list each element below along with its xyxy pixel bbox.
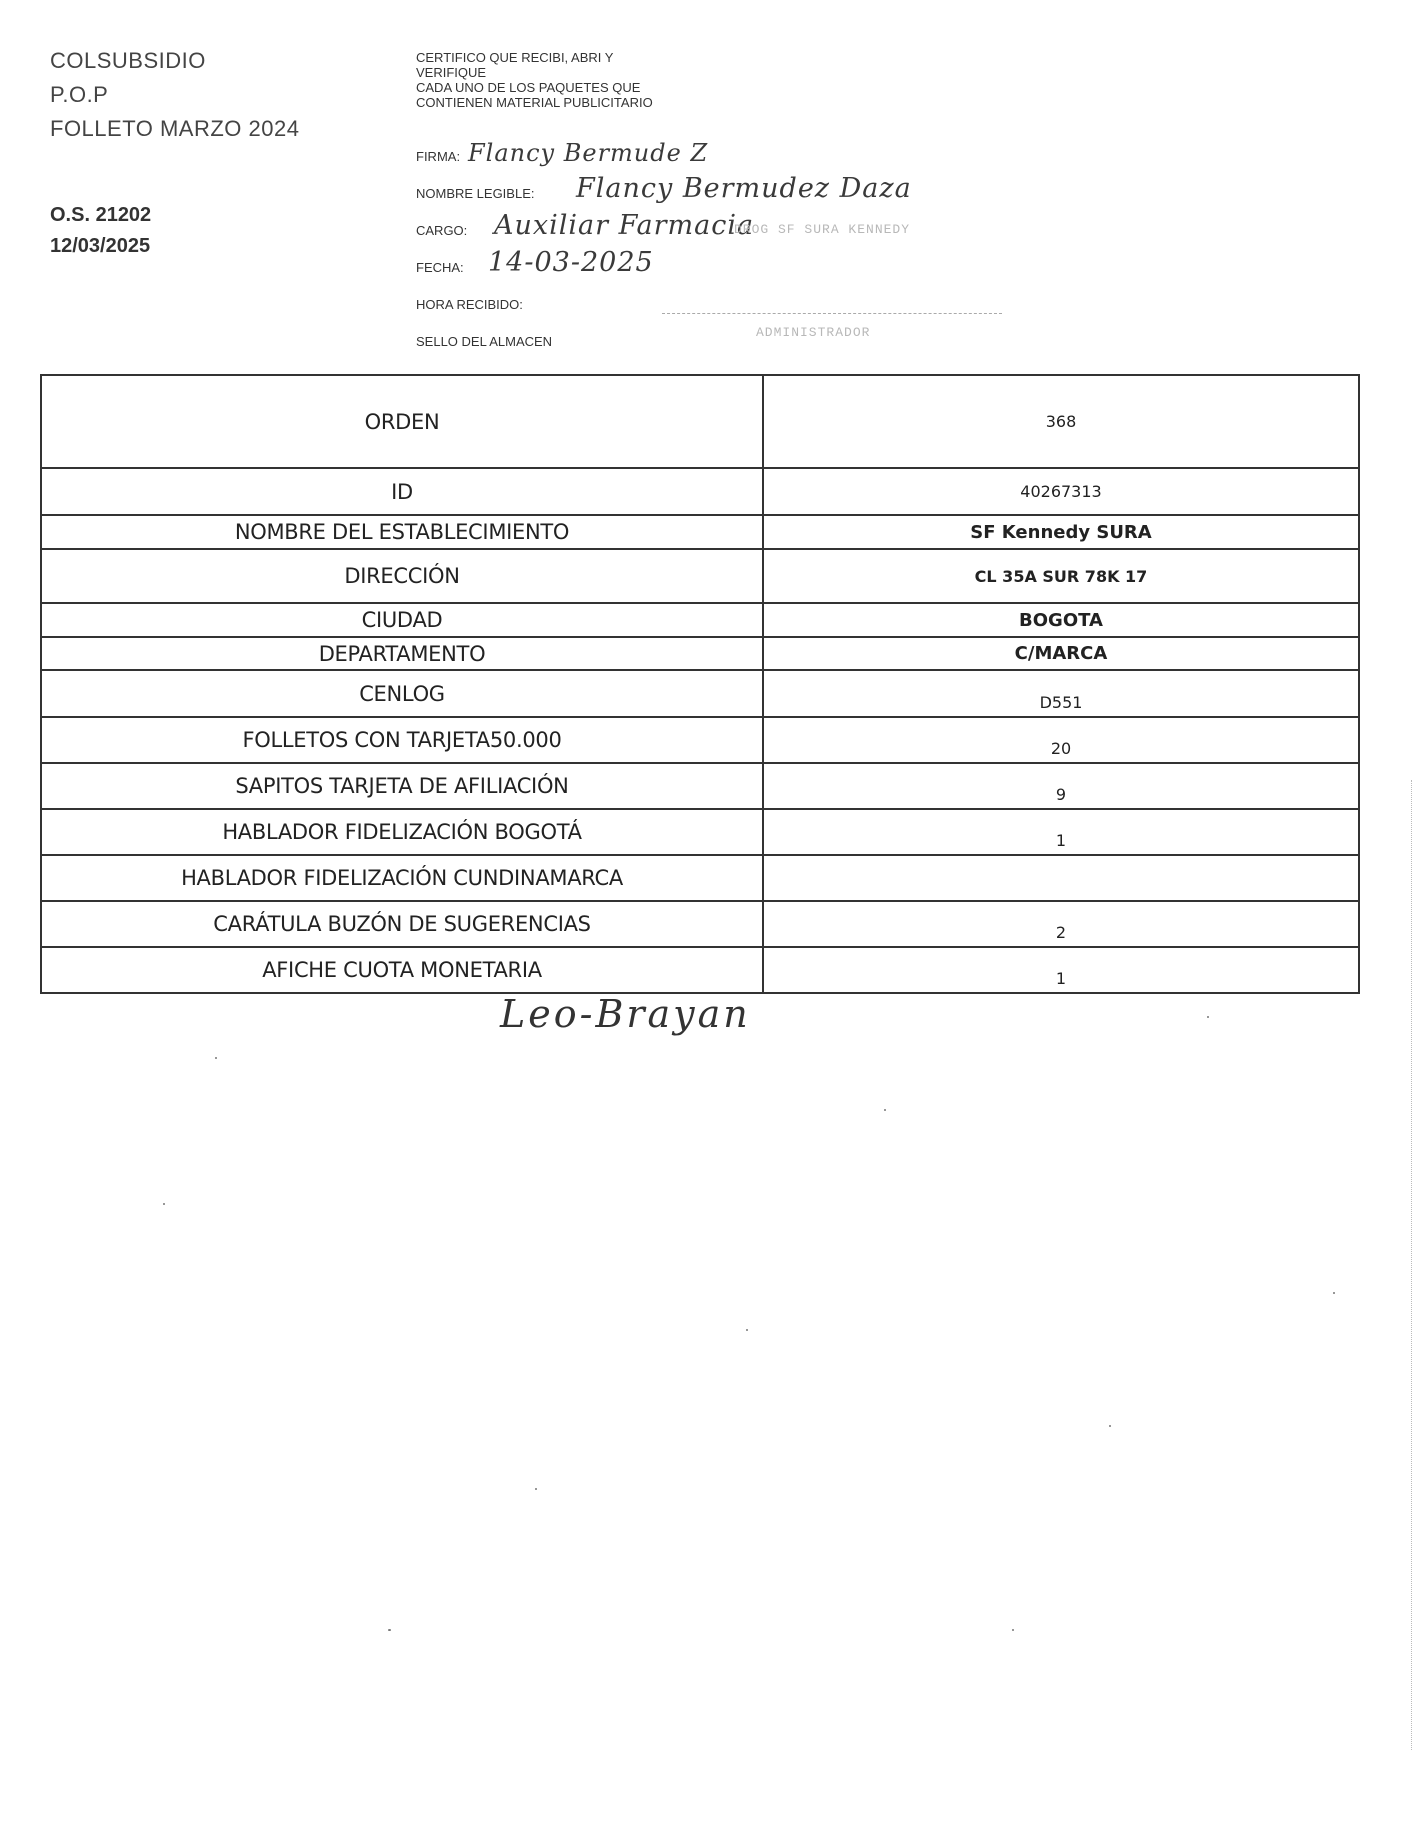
firma-handwritten: Flancy Bermude Z bbox=[468, 139, 709, 167]
row-value: 368 bbox=[763, 375, 1359, 468]
row-key: DIRECCIÓN bbox=[41, 549, 763, 603]
company-name: COLSUBSIDIO bbox=[50, 48, 206, 73]
cert-line-2: VERIFIQUE bbox=[416, 65, 487, 80]
company-header bbox=[50, 48, 299, 150]
sello-label: SELLO DEL ALMACEN bbox=[416, 334, 553, 349]
order-info bbox=[50, 204, 151, 266]
row-value: 1 bbox=[763, 809, 1359, 855]
cargo-stamp: DROG SF SURA KENNEDY bbox=[734, 222, 911, 237]
cert-line-1: CERTIFICO QUE RECIBI, ABRI Y bbox=[416, 50, 614, 65]
table-row bbox=[41, 809, 1359, 855]
fecha-label: FECHA: bbox=[416, 260, 464, 275]
row-key: ORDEN bbox=[41, 375, 763, 468]
scan-speck bbox=[163, 1203, 165, 1205]
table-row bbox=[41, 670, 1359, 717]
table-row bbox=[41, 947, 1359, 993]
cargo-handwritten: Auxiliar Farmacia bbox=[494, 210, 755, 241]
row-value: 9 bbox=[763, 763, 1359, 809]
row-key: FOLLETOS CON TARJETA50.000 bbox=[41, 717, 763, 763]
firma-row bbox=[416, 134, 1116, 171]
row-value: CL 35A SUR 78K 17 bbox=[763, 549, 1359, 603]
row-value: C/MARCA bbox=[763, 637, 1359, 670]
table-row bbox=[41, 763, 1359, 809]
row-key: AFICHE CUOTA MONETARIA bbox=[41, 947, 763, 993]
table-row bbox=[41, 603, 1359, 637]
scan-speck bbox=[388, 1629, 391, 1631]
scan-speck bbox=[884, 1109, 886, 1111]
row-value: 2 bbox=[763, 901, 1359, 947]
scan-speck bbox=[1012, 1629, 1014, 1631]
row-key: HABLADOR FIDELIZACIÓN CUNDINAMARCA bbox=[41, 855, 763, 901]
nombre-handwritten: Flancy Bermudez Daza bbox=[576, 173, 912, 204]
table-row bbox=[41, 549, 1359, 603]
cert-line-4: CONTIENEN MATERIAL PUBLICITARIO bbox=[416, 95, 653, 110]
row-value: 40267313 bbox=[763, 468, 1359, 515]
scan-speck bbox=[1109, 1425, 1111, 1427]
cargo-label: CARGO: bbox=[416, 223, 468, 238]
fecha-handwritten: 14-03-2025 bbox=[488, 247, 654, 278]
scan-speck bbox=[1333, 1292, 1335, 1294]
row-value bbox=[763, 855, 1359, 901]
table-row bbox=[41, 515, 1359, 549]
row-key: CARÁTULA BUZÓN DE SUGERENCIAS bbox=[41, 901, 763, 947]
fecha-row bbox=[416, 245, 1116, 282]
row-key: SAPITOS TARJETA DE AFILIACIÓN bbox=[41, 763, 763, 809]
hora-label: HORA RECIBIDO: bbox=[416, 297, 523, 312]
receipt-form bbox=[416, 134, 1116, 356]
row-key: DEPARTAMENTO bbox=[41, 637, 763, 670]
folleto-title: FOLLETO MARZO 2024 bbox=[50, 116, 300, 141]
pop-label: P.O.P bbox=[50, 82, 109, 107]
row-value: D551 bbox=[763, 670, 1359, 717]
table-row bbox=[41, 855, 1359, 901]
nombre-row bbox=[416, 171, 1116, 208]
row-key: NOMBRE DEL ESTABLECIMIENTO bbox=[41, 515, 763, 549]
os-date: 12/03/2025 bbox=[50, 235, 151, 257]
row-key: CIUDAD bbox=[41, 603, 763, 637]
row-value: BOGOTA bbox=[763, 603, 1359, 637]
cert-line-3: CADA UNO DE LOS PAQUETES QUE bbox=[416, 80, 641, 95]
table-row bbox=[41, 375, 1359, 468]
scan-speck bbox=[746, 1329, 748, 1331]
scan-speck bbox=[1207, 1016, 1209, 1018]
firma-label: FIRMA: bbox=[416, 149, 461, 164]
scan-edge-line bbox=[1411, 780, 1412, 1750]
table-row bbox=[41, 637, 1359, 670]
sello-stamp-line bbox=[662, 313, 1002, 314]
table-row bbox=[41, 717, 1359, 763]
sello-stamp: ADMINISTRADOR bbox=[756, 325, 871, 340]
certification-text bbox=[416, 50, 756, 110]
row-key: ID bbox=[41, 468, 763, 515]
table-row bbox=[41, 901, 1359, 947]
row-value: 1 bbox=[763, 947, 1359, 993]
row-key: CENLOG bbox=[41, 670, 763, 717]
sello-row bbox=[416, 319, 1116, 356]
handwritten-signature: Leo-Brayan bbox=[500, 992, 751, 1036]
os-number: O.S. 21202 bbox=[50, 204, 152, 226]
scan-speck bbox=[215, 1057, 217, 1059]
nombre-label: NOMBRE LEGIBLE: bbox=[416, 186, 535, 201]
cargo-row bbox=[416, 208, 1116, 245]
order-table bbox=[40, 374, 1360, 994]
row-key: HABLADOR FIDELIZACIÓN BOGOTÁ bbox=[41, 809, 763, 855]
table-row bbox=[41, 468, 1359, 515]
scan-speck bbox=[535, 1488, 537, 1490]
row-value: 20 bbox=[763, 717, 1359, 763]
row-value: SF Kennedy SURA bbox=[763, 515, 1359, 549]
